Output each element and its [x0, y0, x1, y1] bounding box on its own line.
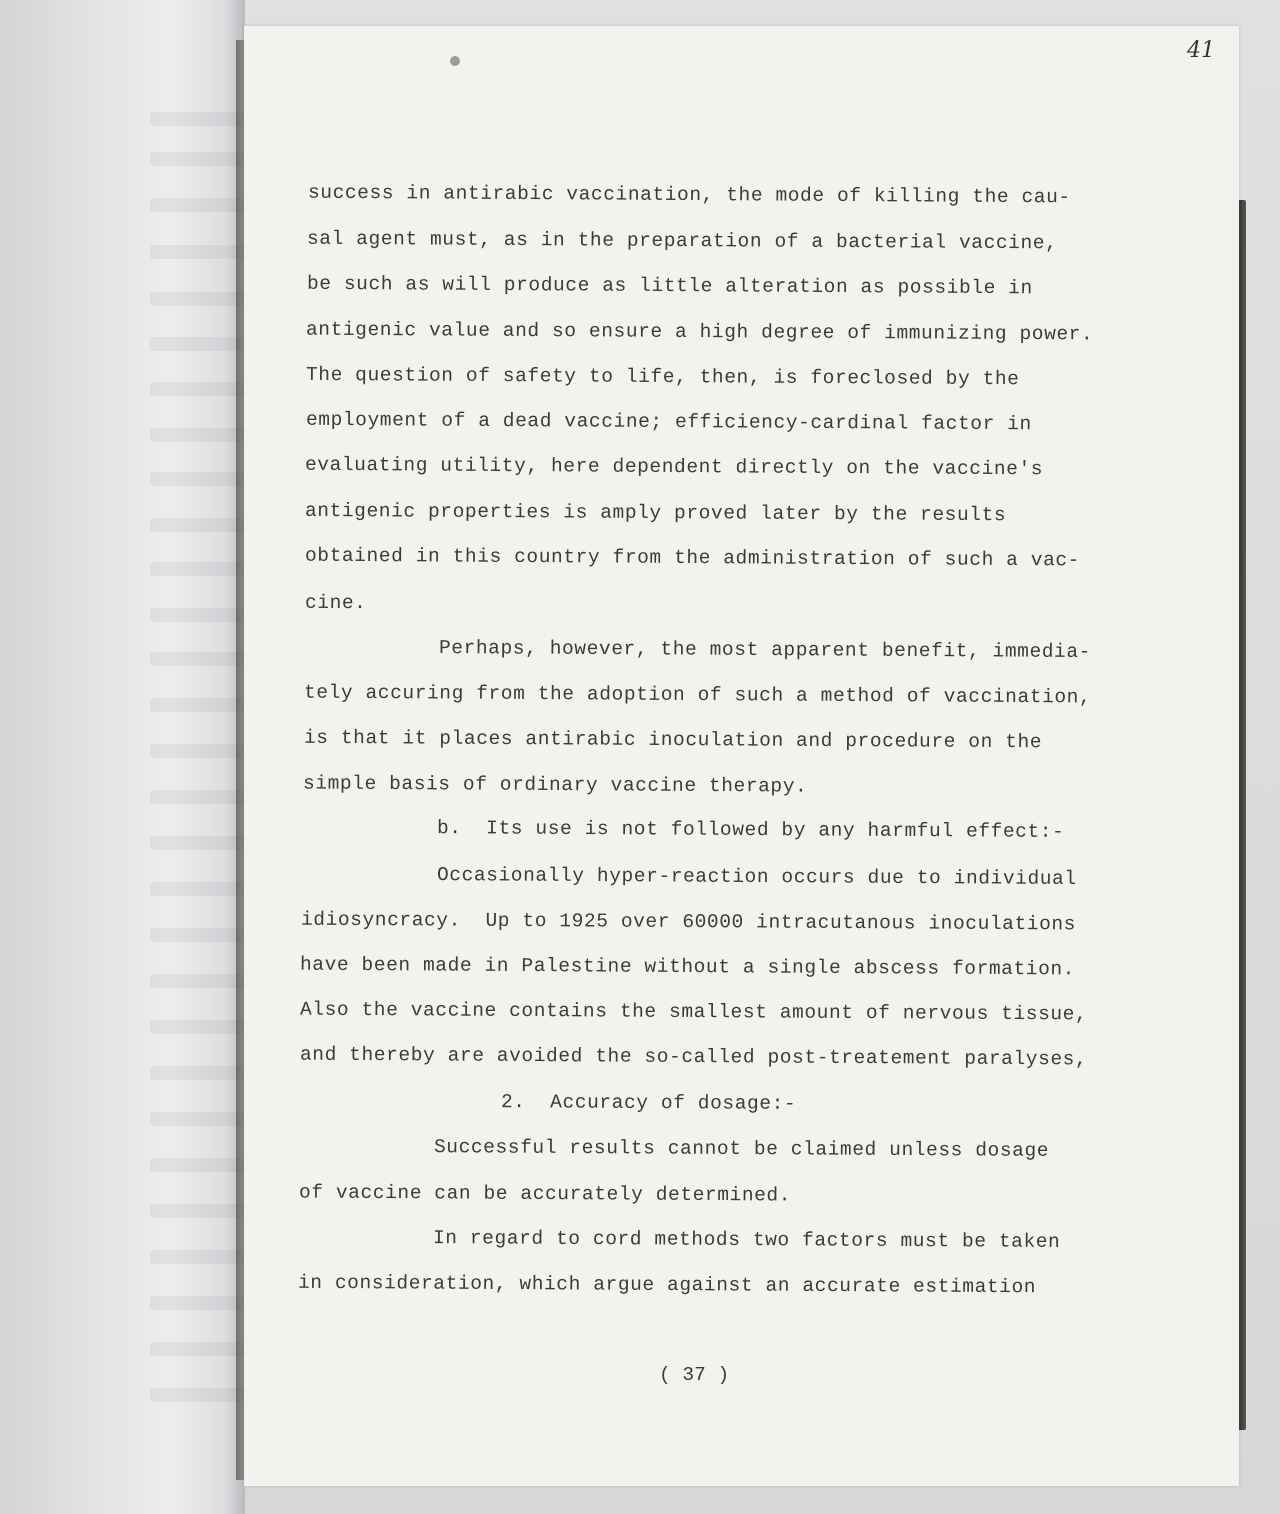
- facing-page: [0, 0, 245, 1514]
- bleed-through-text: [150, 1296, 245, 1310]
- bleed-through-text: [150, 472, 245, 486]
- text-line: and thereby are avoided the so-called post-treatement paralyses,: [299, 1043, 1088, 1071]
- bleed-through-text: [150, 744, 245, 758]
- text-line: tely accuring from the adoption of such a method of vaccination,: [303, 681, 1092, 709]
- bleed-through-text: [150, 337, 245, 351]
- text-line: evaluating utility, here dependent directly on the vaccine's: [304, 453, 1044, 481]
- text-line: sal agent must, as in the preparation of a bacterial vaccine,: [306, 227, 1058, 255]
- bleed-through-text: [150, 382, 245, 396]
- bleed-through-text: [150, 112, 245, 126]
- bleed-through-text: [150, 608, 245, 622]
- bleed-through-text: [150, 518, 245, 532]
- bleed-through-text: [150, 245, 245, 259]
- bleed-through-text: [150, 928, 245, 942]
- text-line: b. Its use is not followed by any harmful effect:-: [436, 817, 1065, 843]
- bleed-through-text: [150, 882, 245, 896]
- text-line: Successful results cannot be claimed unless dosage: [433, 1136, 1050, 1162]
- page-number: ( 37 ): [659, 1364, 730, 1386]
- text-line: employment of a dead vaccine; efficiency-cardinal factor in: [305, 408, 1032, 436]
- text-line: antigenic properties is amply proved later by the results: [304, 499, 1007, 527]
- punch-hole: [450, 56, 460, 66]
- bleed-through-text: [150, 428, 245, 442]
- text-line: Perhaps, however, the most apparent benefit, immedia-: [438, 637, 1092, 663]
- text-line: Also the vaccine contains the smallest amount of nervous tissue,: [299, 998, 1088, 1026]
- text-line: obtained in this country from the administration of such a vac-: [304, 544, 1081, 572]
- bleed-through-text: [150, 652, 245, 666]
- text-line: In regard to cord methods two factors must be taken: [432, 1227, 1061, 1253]
- bleed-through-text: [150, 292, 245, 306]
- bleed-through-text: [150, 1204, 245, 1218]
- text-line: antigenic value and so ensure a high degree of immunizing power.: [305, 318, 1094, 346]
- bleed-through-text: [150, 1250, 245, 1264]
- bleed-through-text: [150, 698, 245, 712]
- text-line: Occasionally hyper-reaction occurs due to individual: [436, 864, 1077, 890]
- bleed-through-text: [150, 974, 245, 988]
- bleed-through-text: [150, 562, 245, 576]
- text-line: have been made in Palestine without a single abscess formation.: [299, 953, 1076, 981]
- bleed-through-text: [150, 198, 245, 212]
- text-line: of vaccine can be accurately determined.: [298, 1181, 792, 1207]
- text-line: is that it places antirabic inoculation and procedure on the: [303, 726, 1043, 754]
- bleed-through-text: [150, 1020, 245, 1034]
- bleed-through-text: [150, 152, 245, 166]
- text-line: The question of safety to life, then, is foreclosed by the: [305, 363, 1020, 391]
- bleed-through-text: [150, 1158, 245, 1172]
- bleed-through-text: [150, 1342, 245, 1356]
- text-line: idiosyncracy. Up to 1925 over 60000 intracutanous inoculations: [300, 908, 1077, 936]
- section-heading: 2. Accuracy of dosage:-: [500, 1091, 797, 1115]
- text-line: be such as will produce as little alteration as possible in: [306, 272, 1033, 300]
- bleed-through-text: [150, 1388, 245, 1402]
- bleed-through-text: [150, 836, 245, 850]
- text-line: cine.: [304, 591, 367, 615]
- bleed-through-text: [150, 1112, 245, 1126]
- text-line: success in antirabic vaccination, the mode of killing the cau-: [307, 181, 1071, 209]
- bleed-through-text: [150, 790, 245, 804]
- folio-number: 41: [1187, 38, 1215, 63]
- text-line: in consideration, which argue against an accurate estimation: [297, 1271, 1037, 1299]
- bleed-through-text: [150, 1066, 245, 1080]
- typed-page: [244, 26, 1239, 1486]
- text-line: simple basis of ordinary vaccine therapy.: [302, 772, 808, 798]
